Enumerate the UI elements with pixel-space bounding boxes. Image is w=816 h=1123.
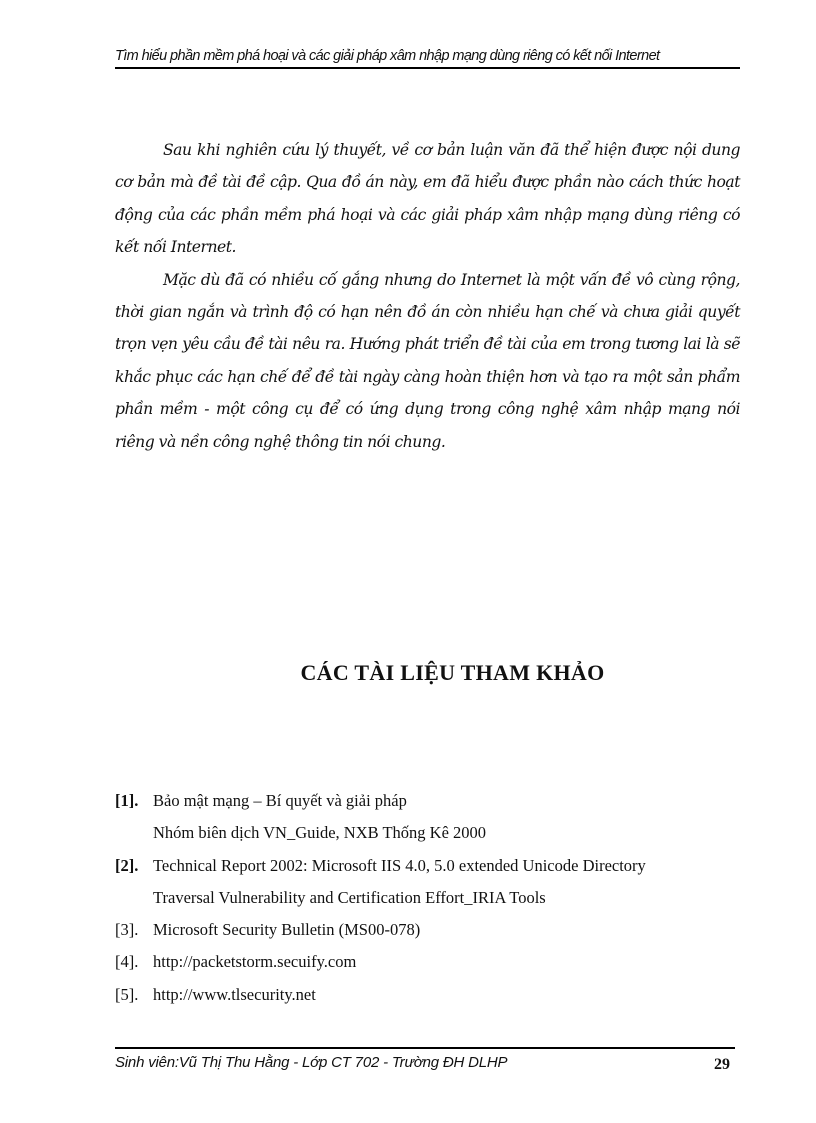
reference-list bbox=[115, 785, 755, 1011]
reference-item bbox=[115, 946, 755, 978]
reference-line: Traversal Vulnerability and Certification Effort_IRIA Tools bbox=[153, 887, 546, 907]
reference-number: [5]. bbox=[115, 984, 139, 1004]
reference-number: [2]. bbox=[115, 855, 139, 875]
reference-number: [1]. bbox=[115, 791, 139, 810]
paragraph: Mặc dù đã có nhiều cố gắng nhưng do Internet là một vấn đề vô cùng rộng, thời gian ngắn và trình độ có hạn nên đồ án còn nhiều hạn chế và chưa giải quyết trọn vẹn yêu cầu đề tài nêu ra. Hướng phát triển đề tài của em trong tương lai là sẽ khắc phục các hạn chế để đề tài ngày càng hoàn thiện hơn và tạo ra một sản phẩm phần mềm - một công cụ để có ứng dụng trong công nghệ xâm nhập mạng nói riêng và nền công nghệ thông tin nói chung. bbox=[115, 270, 740, 451]
reference-item bbox=[115, 850, 755, 915]
running-header: Tìm hiểu phần mềm phá hoại và các giải pháp xâm nhập mạng dùng riêng có kết nối Internet bbox=[115, 48, 740, 69]
conclusion-text bbox=[115, 134, 740, 458]
reference-line: Bảo mật mạng – Bí quyết và giải pháp bbox=[153, 791, 407, 810]
reference-number: [3]. bbox=[115, 920, 139, 940]
footer-divider bbox=[115, 1047, 735, 1049]
reference-link: http://www.tlsecurity.net bbox=[153, 984, 316, 1004]
reference-line: Nhóm biên dịch VN_Guide, NXB Thống Kê 2000 bbox=[153, 823, 487, 843]
page-number: 29 bbox=[714, 1056, 730, 1073]
reference-item bbox=[115, 785, 755, 850]
reference-line: Microsoft Security Bulletin (MS00-078) bbox=[153, 920, 421, 940]
references-heading: CÁC TÀI LIỆU THAM KHẢO bbox=[300, 660, 605, 685]
reference-item bbox=[115, 914, 755, 946]
reference-number: [4]. bbox=[115, 952, 139, 972]
paragraph: Sau khi nghiên cứu lý thuyết, về cơ bản luận văn đã thể hiện được nội dung cơ bản mà đề tài đề cập. Qua đồ án này, em đã hiểu được phần nào cách thức hoạt động của các phần mềm phá hoại và các giải pháp xâm nhập mạng dùng riêng có kết nối Internet. bbox=[115, 141, 740, 257]
reference-line: Technical Report 2002: Microsoft IIS 4.0, 5.0 extended Unicode Directory bbox=[153, 855, 646, 875]
reference-item bbox=[115, 979, 755, 1011]
footer-student-info: Sinh viên:Vũ Thị Thu Hằng - Lớp CT 702 - Trường ĐH DLHP bbox=[115, 1054, 508, 1071]
reference-link: http://packetstorm.secuify.com bbox=[153, 952, 357, 972]
